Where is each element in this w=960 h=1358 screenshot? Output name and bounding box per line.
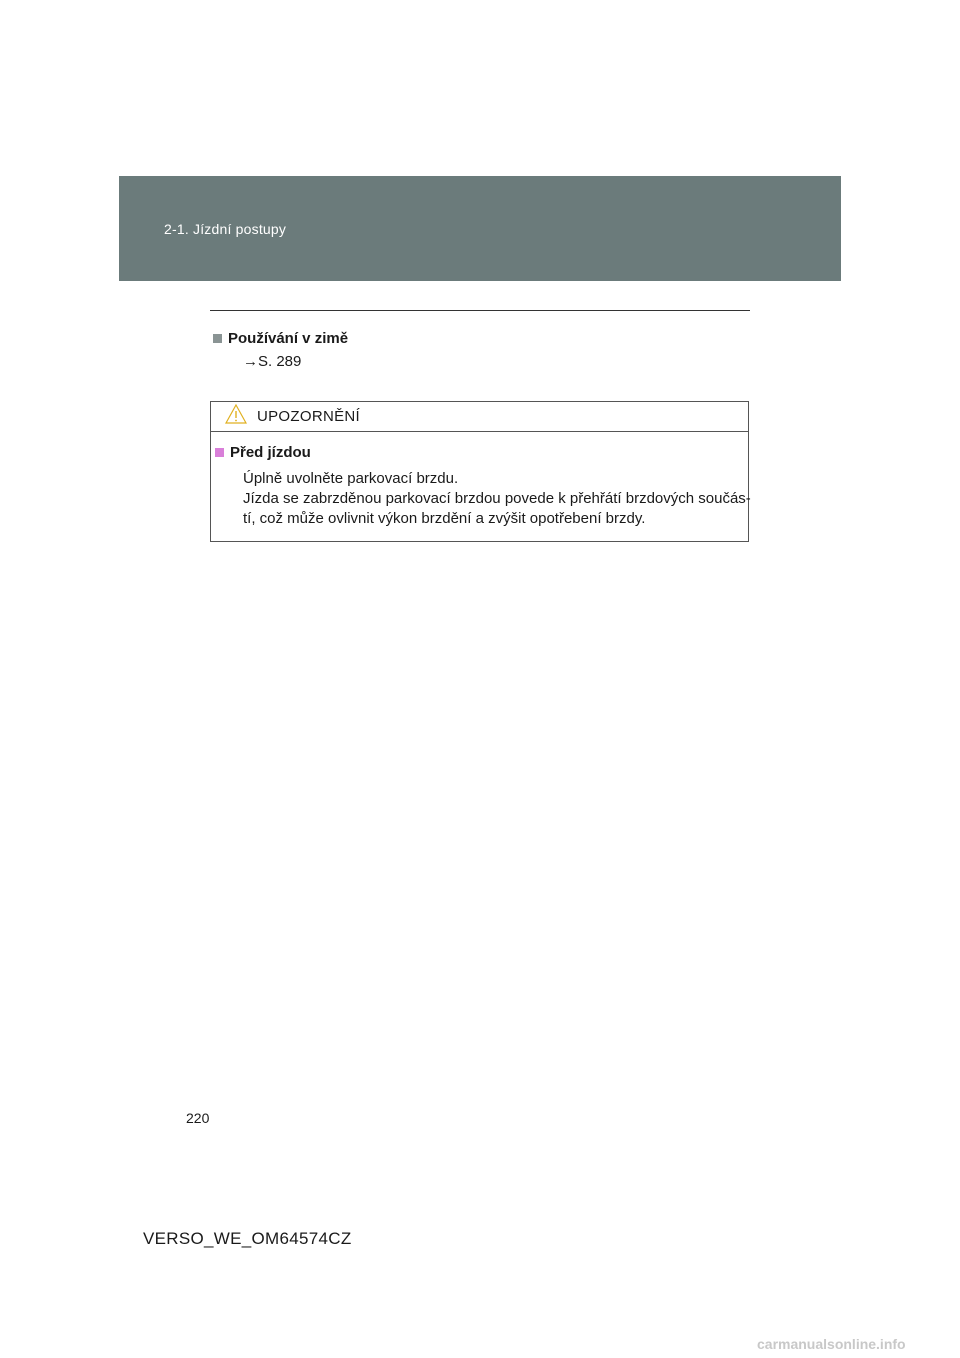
caution-line: Úplně uvolněte parkovací brzdu. [243, 470, 459, 487]
square-bullet-icon [215, 448, 224, 457]
caution-box [210, 401, 749, 542]
caution-header [211, 402, 748, 432]
warning-triangle-icon [225, 404, 257, 429]
caution-subheading [215, 444, 748, 461]
watermark: carmanualsonline.info [757, 1336, 906, 1352]
caution-subheading-text: Před jízdou [230, 444, 311, 461]
item-heading-text: Používání v zimě [228, 330, 349, 347]
caution-body [211, 432, 751, 529]
page-reference: →S. 289 [243, 353, 302, 370]
square-bullet-icon [213, 334, 222, 343]
section-label: 2-1. Jízdní postupy [164, 221, 287, 237]
page-number: 220 [186, 1110, 210, 1126]
caution-text [243, 469, 753, 529]
divider [210, 310, 750, 311]
caution-title: UPOZORNĚNÍ [257, 408, 361, 425]
item-heading [213, 330, 348, 347]
header-band [119, 176, 841, 281]
caution-line: Jízda se zabrzděnou parkovací brzdou povede k přehřátí brzdových součás- [243, 490, 751, 507]
caution-line: tí, což může ovlivnit výkon brzdění a zvýšit opotřebení brzdy. [243, 510, 646, 527]
document-code: VERSO_WE_OM64574CZ [143, 1229, 352, 1248]
